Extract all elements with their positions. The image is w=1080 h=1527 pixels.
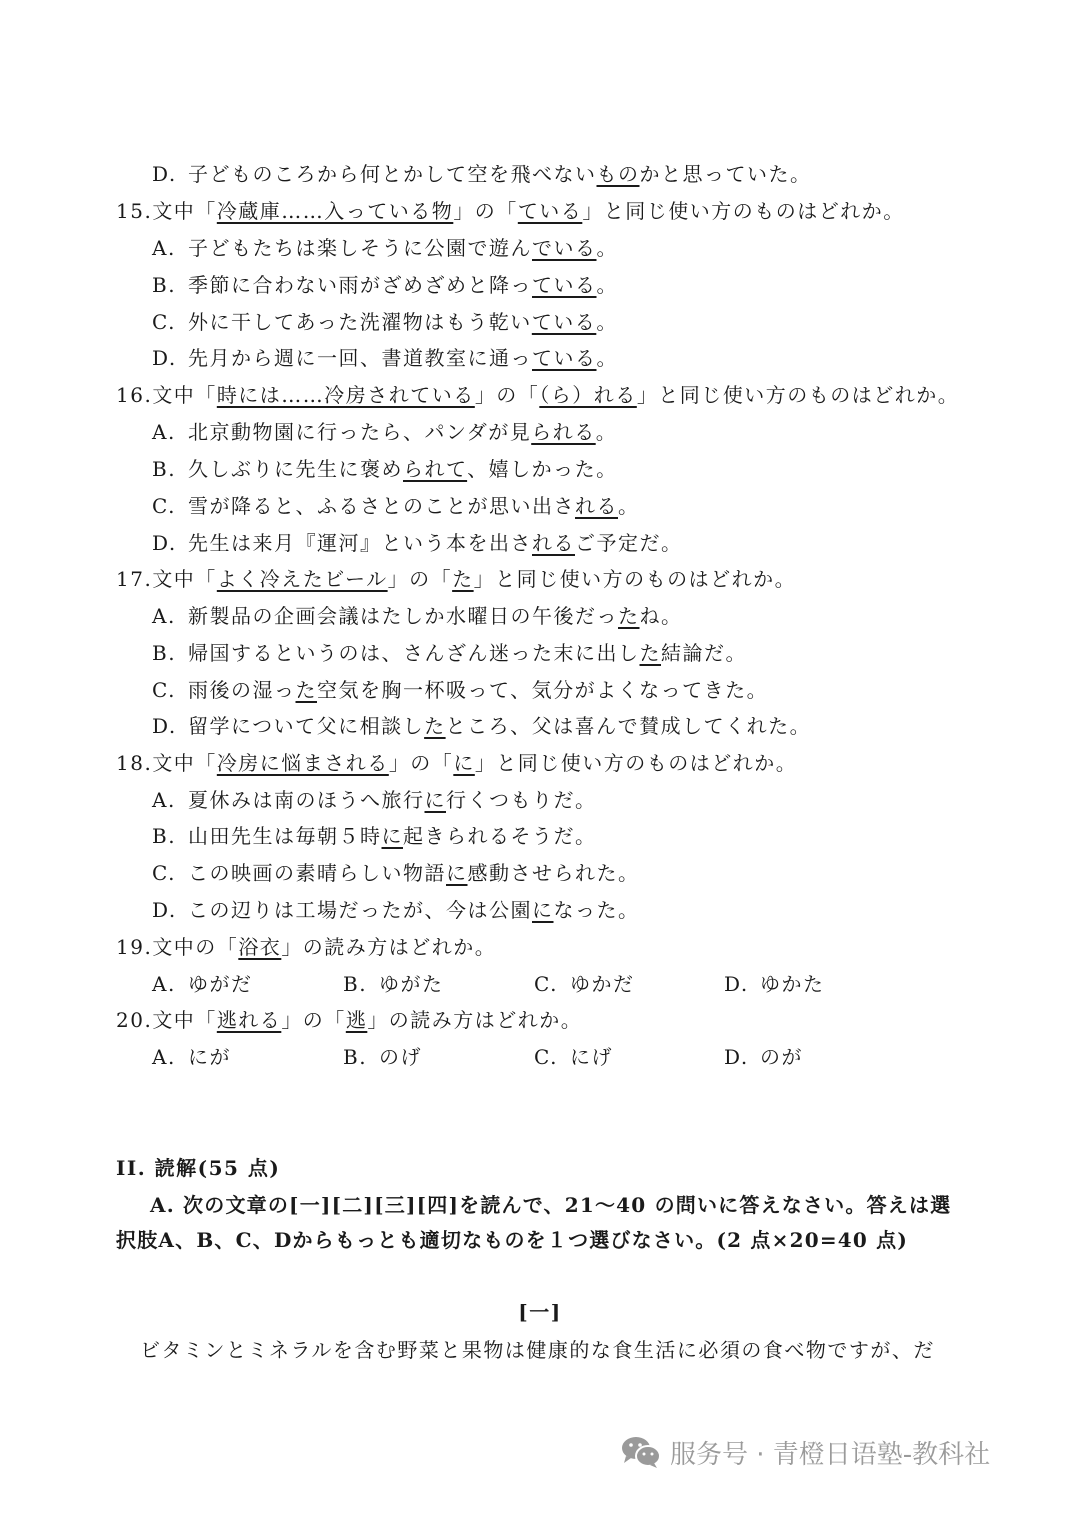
question-15-stem [116,197,905,225]
option-text: 子どものころから何とかして空を飛べない [188,162,597,186]
option-text-end: ね。 [639,604,683,628]
option-label: D. [724,972,749,996]
option-label: C. [152,310,176,334]
stem-underlined: に [453,751,475,775]
question-number: 16. [116,383,153,407]
q16-option-c [152,492,640,520]
option-underlined: られて [403,457,468,481]
q14-option-d [152,160,812,188]
q15-option-a [152,234,618,262]
option-underlined: れる [575,494,618,518]
option-text-end: 。 [618,494,640,518]
stem-text: 」の「 [474,383,540,407]
option-text: にが [188,1045,231,1069]
option-label: A. [152,420,176,444]
q15-option-c [152,308,618,336]
option-text: ゆかた [760,972,825,996]
option-label: C. [534,972,558,996]
option-label: C. [152,678,176,702]
option-label: D. [152,714,177,738]
option-underlined: た [639,641,661,665]
option-text-end: 。 [596,236,618,260]
stem-underlined: 逃れる [216,1008,282,1032]
option-text-end: ところ、父は喜んで賛成してくれた。 [445,714,812,738]
stem-text: 」と同じ使い方のものはどれか。 [473,567,797,591]
option-label: A. [152,1045,176,1069]
stem-text: 」の「 [387,567,453,591]
stem-text: 文中「 [152,199,217,223]
q18-option-d [152,896,640,924]
option-label: D. [152,162,177,186]
option-underlined: れる [532,531,575,555]
q19-option-b [343,970,444,998]
question-number: 17. [116,567,153,591]
option-label: D. [152,531,177,555]
stem-underlined: 逃 [345,1008,368,1032]
option-text-end: 。 [595,420,618,444]
option-label: C. [152,494,176,518]
question-number: 15. [116,199,153,223]
q19-option-d [724,970,825,998]
stem-underlined: よく冷えたビール [216,567,388,591]
option-text: にげ [570,1045,613,1069]
stem-underlined: （ら）れる [539,383,637,407]
option-underlined: ている [532,273,597,297]
stem-text: 」の読み方はどれか。 [367,1008,583,1032]
stem-text: 文中「 [152,383,217,407]
q19-option-a [152,970,253,998]
passage-text: ビタミンとミネラルを含む野菜と果物は健康的な食生活に必須の食べ物ですが、だ [140,1338,935,1362]
q17-option-c [152,676,768,704]
option-label: B. [152,273,177,297]
option-text-end: なった。 [553,898,640,922]
option-underlined: でいる [532,236,597,260]
option-label: B. [152,641,177,665]
option-text: 雨後の湿っ [188,678,296,702]
option-text: 子どもたちは楽しそうに公園で遊ん [188,236,532,260]
stem-underlined: 時には……冷房されている [216,383,475,407]
stem-text: 文中「 [152,751,217,775]
watermark [620,1432,990,1472]
option-text: 雪が降ると、ふるさとのことが思い出さ [188,494,575,518]
option-underlined: に [381,824,403,848]
option-underlined: た [295,678,317,702]
stem-text: 文中「 [152,567,217,591]
option-underlined: に [424,788,446,812]
stem-underlined: た [452,567,474,591]
q16-option-a [152,418,617,446]
option-text: のが [760,1045,803,1069]
watermark-text: 服务号 · 青橙日语塾-教科社 [670,1439,991,1470]
section-instruction-line1: A. 次の文章の[一][二][三][四]を読んで、21～40 の問いに答えなさい。答えは選 [150,1193,952,1217]
option-text: 先生は来月『運河』という本を出さ [188,531,532,555]
option-underlined: もの [596,162,640,186]
option-text-end: 結論だ。 [661,641,747,665]
option-underlined: た [618,604,640,628]
option-text-end: ご予定だ。 [575,531,683,555]
option-text: 山田先生は毎朝５時 [188,824,382,848]
option-label: C. [534,1045,558,1069]
q15-option-d [152,344,618,372]
q18-option-c [152,859,640,887]
wechat-icon [620,1434,662,1470]
q16-option-b [152,455,618,483]
stem-text: 文中の「 [152,935,239,959]
option-label: C. [152,861,176,885]
option-label: B. [152,824,177,848]
q20-option-d [724,1043,803,1071]
q17-option-d [152,712,811,740]
q19-option-c [534,970,635,998]
option-label: A. [152,788,176,812]
option-label: A. [152,972,176,996]
option-text: ゆがだ [188,972,253,996]
option-text: 新製品の企画会議はたしか水曜日の午後だっ [188,604,618,628]
option-text-end: 行くつもりだ。 [446,788,597,812]
option-text: 外に干してあった洗濯物はもう乾い [188,310,532,334]
option-text-end: かと思っていた。 [639,162,812,186]
option-text-end: 感動させられた。 [467,861,640,885]
q18-option-a [152,786,597,814]
stem-text: 」の読み方はどれか。 [281,935,497,959]
question-17-stem [116,565,796,593]
q17-option-b [152,639,747,667]
q20-option-b [343,1043,422,1071]
option-label: D. [724,1045,749,1069]
option-label: B. [343,972,368,996]
stem-underlined: ている [517,199,583,223]
question-16-stem [116,381,959,409]
option-text: 北京動物園に行ったら、パンダが見 [188,420,532,444]
option-text: 季節に合わない雨がざめざめと降っ [188,273,532,297]
question-19-stem [116,933,496,961]
option-text-end: 、嬉しかった。 [467,457,618,481]
question-20-stem [116,1006,582,1034]
option-text: 久しぶりに先生に褒め [188,457,403,481]
option-text: 留学について父に相談し [188,714,425,738]
stem-text: 」の「 [281,1008,346,1032]
q17-option-a [152,602,683,630]
question-18-stem [116,749,797,777]
q20-option-a [152,1043,231,1071]
option-text-end: 。 [596,273,618,297]
stem-underlined: 冷房に悩まされる [216,751,389,775]
option-label: A. [152,604,176,628]
q20-option-c [534,1043,613,1071]
stem-text: 文中「 [152,1008,217,1032]
option-text: ゆがた [379,972,444,996]
option-text: 夏休みは南のほうへ旅行 [188,788,425,812]
option-label: B. [152,457,177,481]
stem-text: 」の「 [453,199,518,223]
option-underlined: た [424,714,446,738]
question-number: 20. [116,1008,153,1032]
option-label: D. [152,346,177,370]
option-underlined: られる [531,420,596,444]
stem-underlined: 浴衣 [238,935,282,959]
option-label: A. [152,236,176,260]
stem-text: 」と同じ使い方のものはどれか。 [474,751,798,775]
option-label: B. [343,1045,368,1069]
option-text: この映画の素晴らしい物語 [188,861,446,885]
option-underlined: ている [531,310,597,334]
option-text: 先月から週に一回、書道教室に通っ [188,346,532,370]
option-text: のげ [379,1045,422,1069]
question-number: 19. [116,935,153,959]
q15-option-b [152,271,618,299]
section-instruction-line2: 択肢A、B、C、Dからもっとも適切なものを１つ選びなさい。(2 点×20=40 点) [116,1228,909,1252]
q18-option-b [152,822,597,850]
stem-text: 」と同じ使い方のものはどれか。 [636,383,960,407]
option-text-end: 起きられるそうだ。 [403,824,597,848]
option-label: D. [152,898,177,922]
option-text: この辺りは工場だったが、今は公園 [188,898,532,922]
q16-option-d [152,529,683,557]
stem-text: 」の「 [388,751,454,775]
option-underlined: に [446,861,468,885]
stem-underlined: 冷蔵庫……入っている物 [216,199,454,223]
option-text: ゆかだ [570,972,635,996]
question-number: 18. [116,751,153,775]
option-text-end: 。 [596,346,618,370]
section-heading: II. 読解(55 点) [116,1156,281,1180]
option-text: 帰国するというのは、さんざん迷った末に出し [188,641,640,665]
option-underlined: ている [532,346,597,370]
passage-title: [一] [518,1300,562,1324]
stem-text: 」と同じ使い方のものはどれか。 [582,199,905,223]
option-text-end: 。 [596,310,618,334]
option-underlined: に [532,898,554,922]
option-text-end: 空気を胸一杯吸って、気分がよくなってきた。 [317,678,769,702]
